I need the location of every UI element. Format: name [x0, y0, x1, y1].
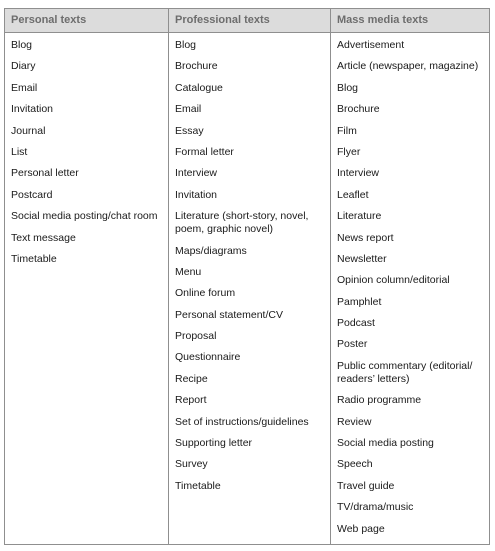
table-cell — [11, 103, 168, 116]
cell-text: Email — [175, 103, 202, 116]
table-cell — [11, 60, 168, 73]
table-cell — [337, 360, 489, 386]
cell-text: Personal statement/CV — [175, 308, 283, 321]
cell-text: List — [11, 145, 28, 158]
table-cell — [11, 210, 168, 223]
table-cell — [11, 189, 168, 202]
table-cell — [175, 125, 330, 138]
table-cell — [337, 338, 489, 351]
table-cell — [175, 189, 330, 202]
table-cell — [11, 125, 168, 138]
table-cell — [175, 167, 330, 180]
table-cell — [11, 146, 168, 159]
cell-text: Diary — [11, 60, 36, 73]
professional-texts-column — [168, 33, 330, 544]
cell-text: Maps/diagrams — [175, 244, 247, 257]
cell-text: Literature — [337, 210, 382, 223]
personal-texts-column — [5, 33, 168, 544]
cell-text: Social media posting/chat room — [11, 210, 158, 223]
cell-text: Set of instructions/guidelines — [175, 415, 309, 428]
cell-text: Social media posting — [337, 437, 434, 450]
table-cell — [337, 125, 489, 138]
cell-text: Catalogue — [175, 81, 223, 94]
cell-text: Text message — [11, 231, 76, 244]
cell-text: Formal letter — [175, 145, 234, 158]
text-types-table — [4, 8, 490, 545]
table-cell — [175, 287, 330, 300]
table-cell — [175, 394, 330, 407]
cell-text: Newsletter — [337, 252, 387, 265]
table-cell — [175, 39, 330, 52]
cell-text: News report — [337, 231, 394, 244]
cell-text: Blog — [11, 39, 33, 51]
table-cell — [337, 480, 489, 493]
header-mass-media-texts: Mass media texts — [330, 9, 489, 33]
table-cell — [337, 523, 489, 536]
table-cell — [175, 373, 330, 386]
cell-text: Timetable — [175, 479, 221, 492]
cell-text: Advertisement — [337, 39, 405, 51]
cell-text: Opinion column/editorial — [337, 274, 450, 287]
table-cell — [337, 189, 489, 202]
table-cell — [337, 274, 489, 287]
cell-text: Recipe — [175, 372, 208, 385]
cell-text: Film — [337, 124, 357, 137]
cell-text: Speech — [337, 458, 373, 471]
cell-text: Public commentary (editorial/ readers’ letters) — [337, 359, 473, 385]
table-cell — [337, 232, 489, 245]
table-cell — [175, 146, 330, 159]
cell-text: Review — [337, 415, 372, 428]
table-cell — [337, 82, 489, 95]
table-cell — [175, 458, 330, 471]
cell-text: Travel guide — [337, 479, 395, 492]
table-cell — [337, 39, 489, 52]
table-cell — [337, 253, 489, 266]
table-cell — [175, 330, 330, 343]
cell-text: Personal letter — [11, 167, 79, 180]
cell-text: Brochure — [175, 60, 218, 73]
cell-text: Questionnaire — [175, 351, 241, 364]
cell-text: Survey — [175, 458, 208, 471]
cell-text: Flyer — [337, 145, 361, 158]
cell-text: Invitation — [11, 103, 54, 116]
header-professional-texts: Professional texts — [168, 9, 330, 33]
cell-text: Interview — [175, 167, 218, 180]
cell-text: Journal — [11, 124, 46, 137]
cell-text: Blog — [337, 81, 359, 94]
cell-text: Literature (short-story, novel, poem, graphic novel) — [175, 210, 309, 236]
table-cell — [11, 232, 168, 245]
table-cell — [175, 245, 330, 258]
table-cell — [175, 82, 330, 95]
cell-text: Article (newspaper, magazine) — [337, 60, 479, 73]
cell-text: Pamphlet — [337, 295, 382, 308]
cell-text: Proposal — [175, 330, 217, 343]
cell-text: Podcast — [337, 317, 375, 330]
cell-text: Interview — [337, 167, 380, 180]
table-cell — [175, 210, 330, 236]
cell-text: Leaflet — [337, 188, 369, 201]
cell-text: Web page — [337, 522, 385, 535]
table-cell — [337, 437, 489, 450]
cell-text: Essay — [175, 124, 204, 137]
table-cell — [11, 82, 168, 95]
table-cell — [175, 416, 330, 429]
cell-text: Poster — [337, 338, 368, 351]
table-cell — [337, 167, 489, 180]
cell-text: Brochure — [337, 103, 380, 116]
cell-text: Supporting letter — [175, 437, 253, 450]
cell-text: Email — [11, 81, 38, 94]
table-cell — [337, 416, 489, 429]
table-cell — [337, 103, 489, 116]
table-cell — [11, 167, 168, 180]
table-cell — [11, 253, 168, 266]
cell-text: Invitation — [175, 188, 218, 201]
table-cell — [337, 60, 489, 73]
cell-text: Menu — [175, 265, 202, 278]
cell-text: Postcard — [11, 188, 53, 201]
table-cell — [337, 501, 489, 514]
table-cell — [337, 458, 489, 471]
table-cell — [175, 351, 330, 364]
table-cell — [175, 437, 330, 450]
table-cell — [337, 394, 489, 407]
table-cell — [337, 296, 489, 309]
cell-text: TV/drama/music — [337, 501, 414, 514]
cell-text: Report — [175, 394, 207, 407]
mass-media-texts-column — [330, 33, 489, 544]
cell-text: Radio programme — [337, 394, 422, 407]
cell-text: Online forum — [175, 287, 236, 300]
table-cell — [337, 317, 489, 330]
table-cell — [175, 60, 330, 73]
table-cell — [337, 146, 489, 159]
table-cell — [175, 309, 330, 322]
table-cell — [175, 480, 330, 493]
table-cell — [337, 210, 489, 223]
table-cell — [11, 39, 168, 52]
header-personal-texts: Personal texts — [5, 9, 168, 33]
table-cell — [175, 103, 330, 116]
cell-text: Blog — [175, 39, 197, 51]
table-cell — [175, 266, 330, 279]
cell-text: Timetable — [11, 252, 57, 265]
